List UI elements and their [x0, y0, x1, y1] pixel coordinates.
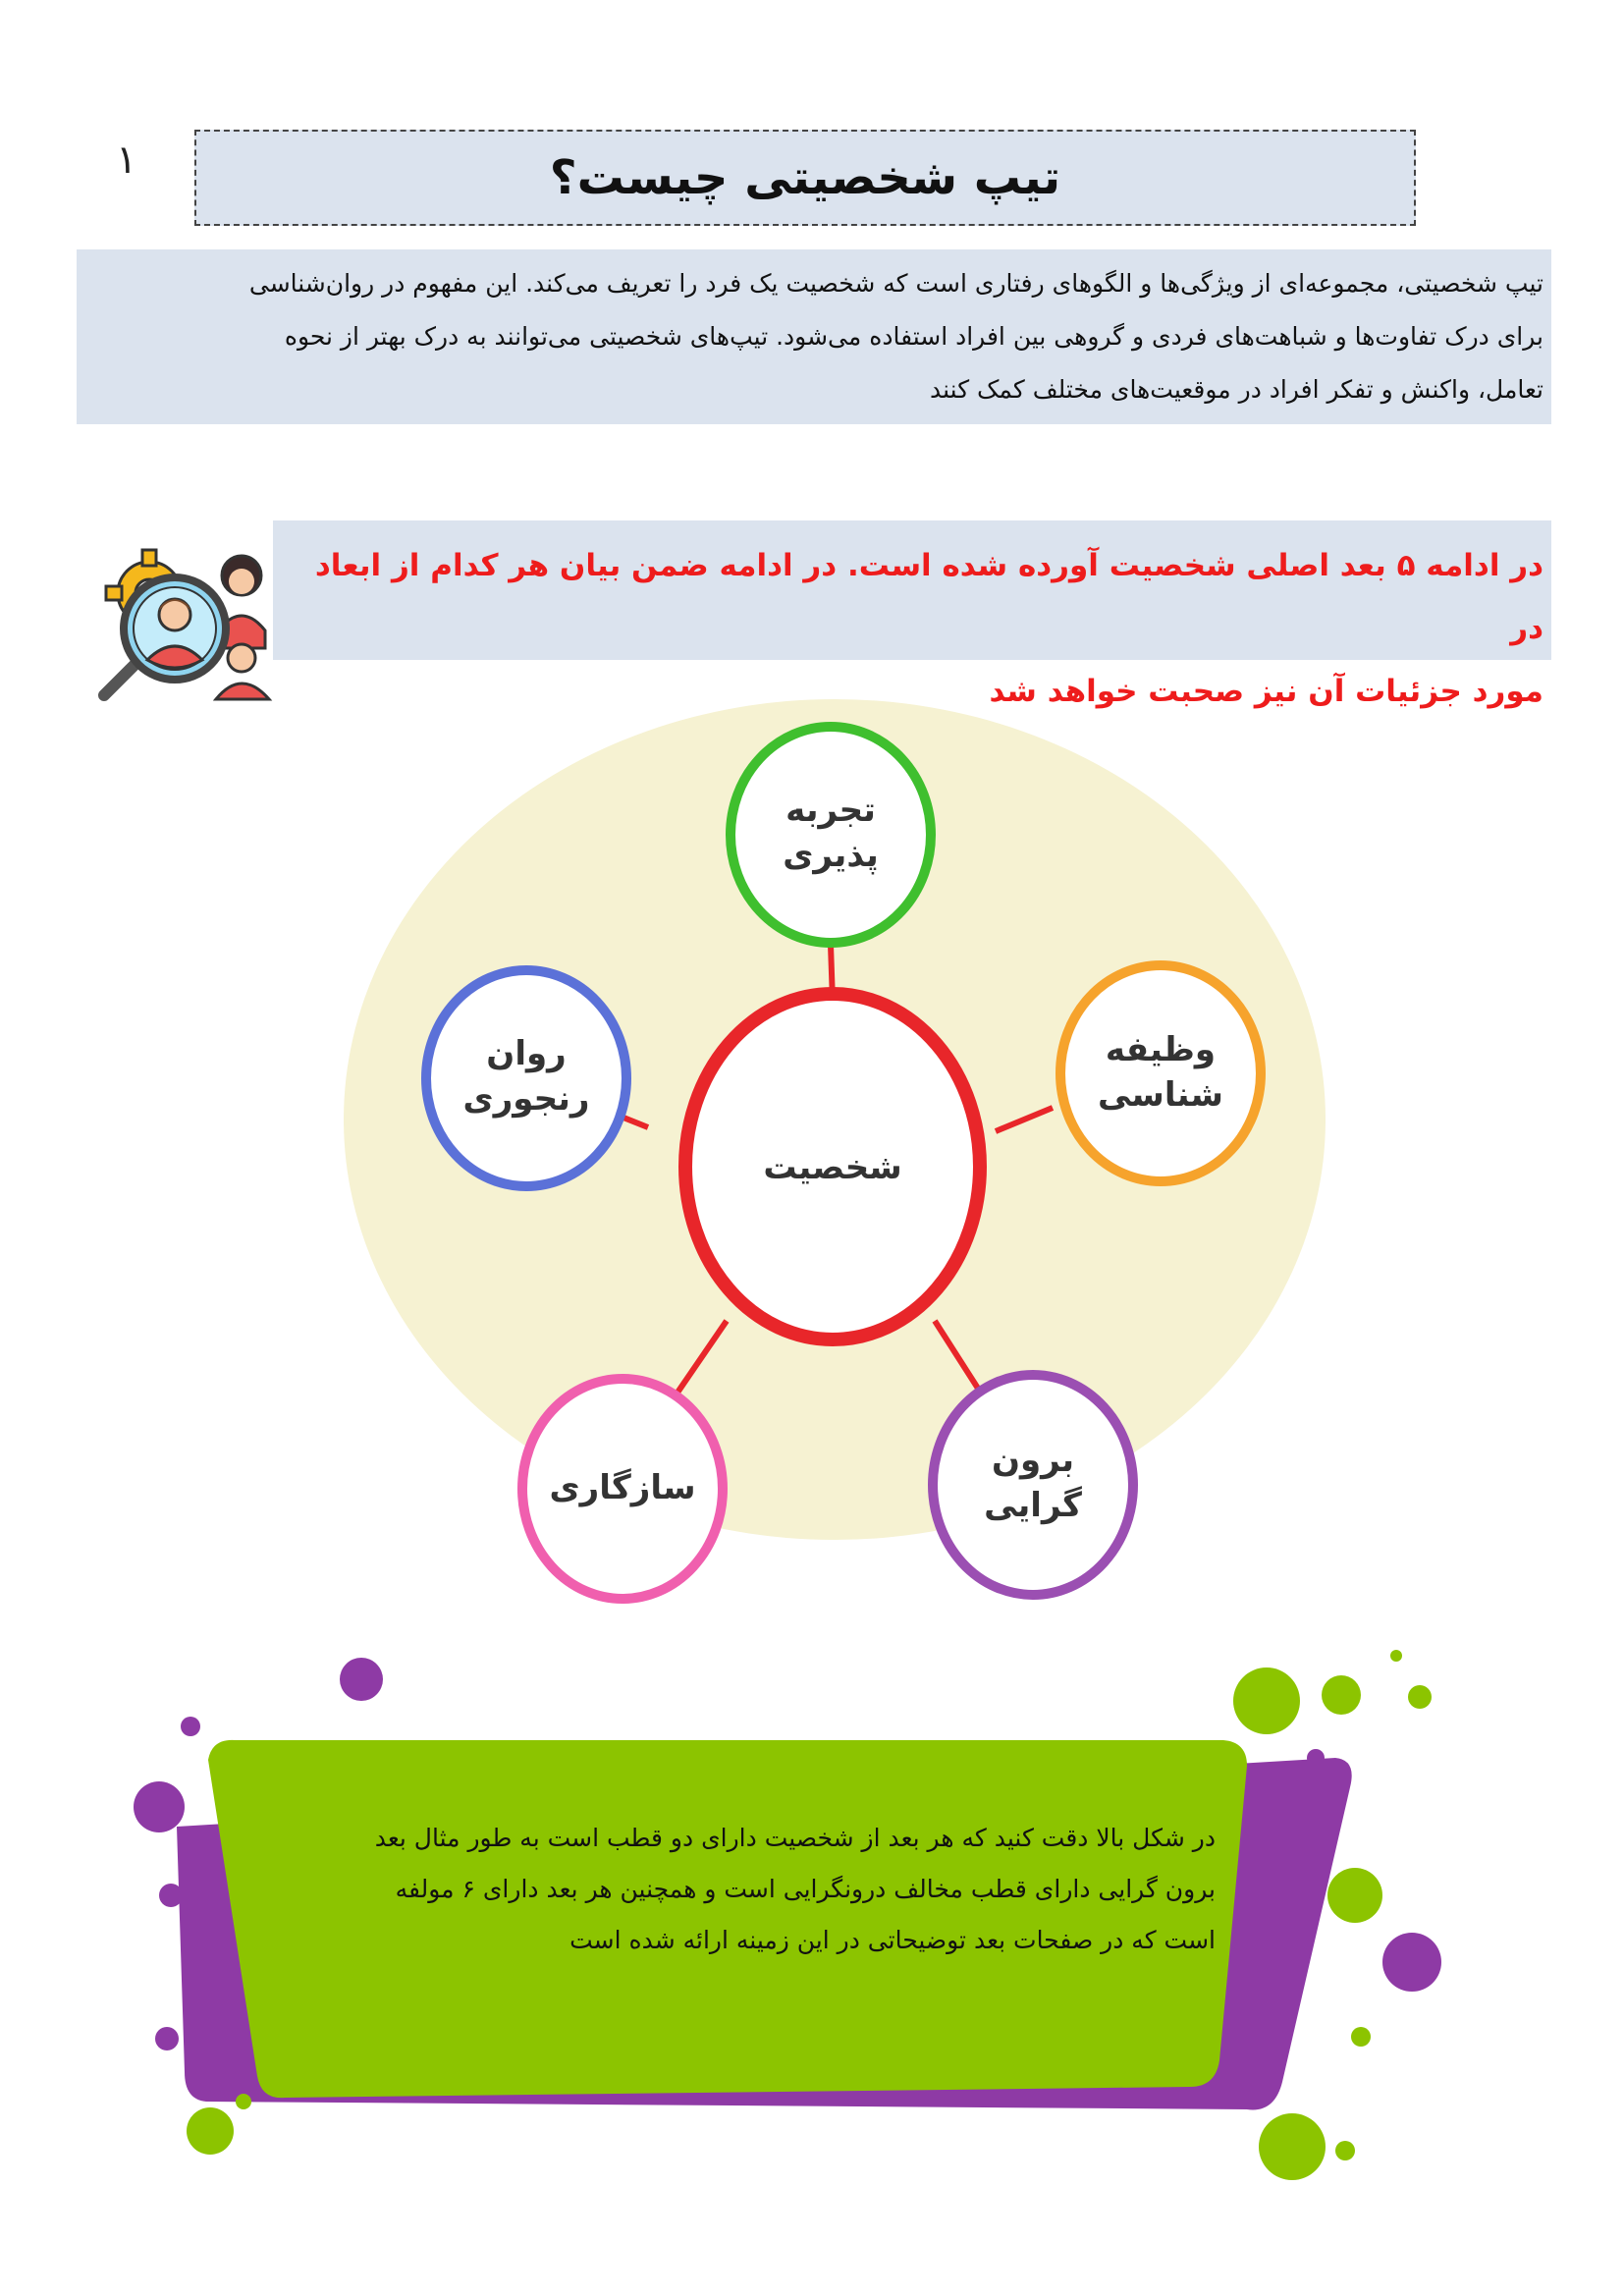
intro-line: تیپ شخصیتی، مجموعه‌ای از ویژگی‌ها و الگوهای رفتاری است که شخصیت یک فرد را تعریف می‌کند. این مفهوم در روان‌شناسی	[248, 269, 1543, 298]
label-openness	[742, 788, 919, 878]
title-box	[194, 130, 1416, 226]
callout-line: است که در صفحات بعد توضیحاتی در این زمینه ارائه شده است	[569, 1926, 1216, 1954]
intro-line: تعامل، واکنش و تفکر افراد در موقعیت‌های مختلف کمک کنند	[930, 375, 1543, 404]
label-conscientiousness	[1072, 1027, 1249, 1118]
note-line: مورد جزئیات آن نیز صحبت خواهد شد	[989, 674, 1543, 709]
label-agreeableness	[524, 1465, 721, 1510]
center-label: شخصیت	[763, 1148, 902, 1187]
page-title: تیپ شخصیتی چیست؟	[549, 150, 1061, 205]
note-box	[273, 520, 1551, 709]
label-line: رنجوری	[462, 1079, 590, 1119]
intro-line: برای درک تفاوت‌ها و شباهت‌های فردی و گروهی بین افراد استفاده می‌شود. تیپ‌های شخصیتی می‌توانند به درک بهتر از نحوه	[284, 322, 1543, 351]
label-line: وظیفه	[1105, 1030, 1217, 1069]
label-line: شناسی	[1098, 1075, 1223, 1115]
intro-paragraph	[77, 249, 1551, 424]
note-line: در ادامه ۵ بعد اصلی شخصیت آورده شده است. در ادامه ضمن بیان هر کدام از ابعاد در	[314, 548, 1543, 646]
label-line: تجربه	[785, 791, 876, 830]
label-line: روان	[486, 1034, 567, 1073]
label-neuroticism	[438, 1031, 615, 1121]
label-line: برون	[991, 1441, 1075, 1480]
page-number: ۱	[116, 137, 137, 183]
label-line: گرایی	[984, 1486, 1082, 1525]
label-extraversion	[945, 1438, 1121, 1528]
magnifier-people-icon	[94, 542, 277, 701]
callout-line: در شکل بالا دقت کنید که هر بعد از شخصیت دارای دو قطب است به طور مثال بعد	[374, 1824, 1216, 1852]
label-line: سازگاری	[549, 1468, 696, 1507]
personality-diagram	[334, 687, 1335, 1630]
callout-text	[293, 1813, 1216, 1966]
label-line: پذیری	[783, 836, 879, 875]
callout-line: برون گرایی دارای قطب مخالف درونگرایی است و همچنین هر بعد دارای ۶ مولفه	[395, 1875, 1216, 1903]
